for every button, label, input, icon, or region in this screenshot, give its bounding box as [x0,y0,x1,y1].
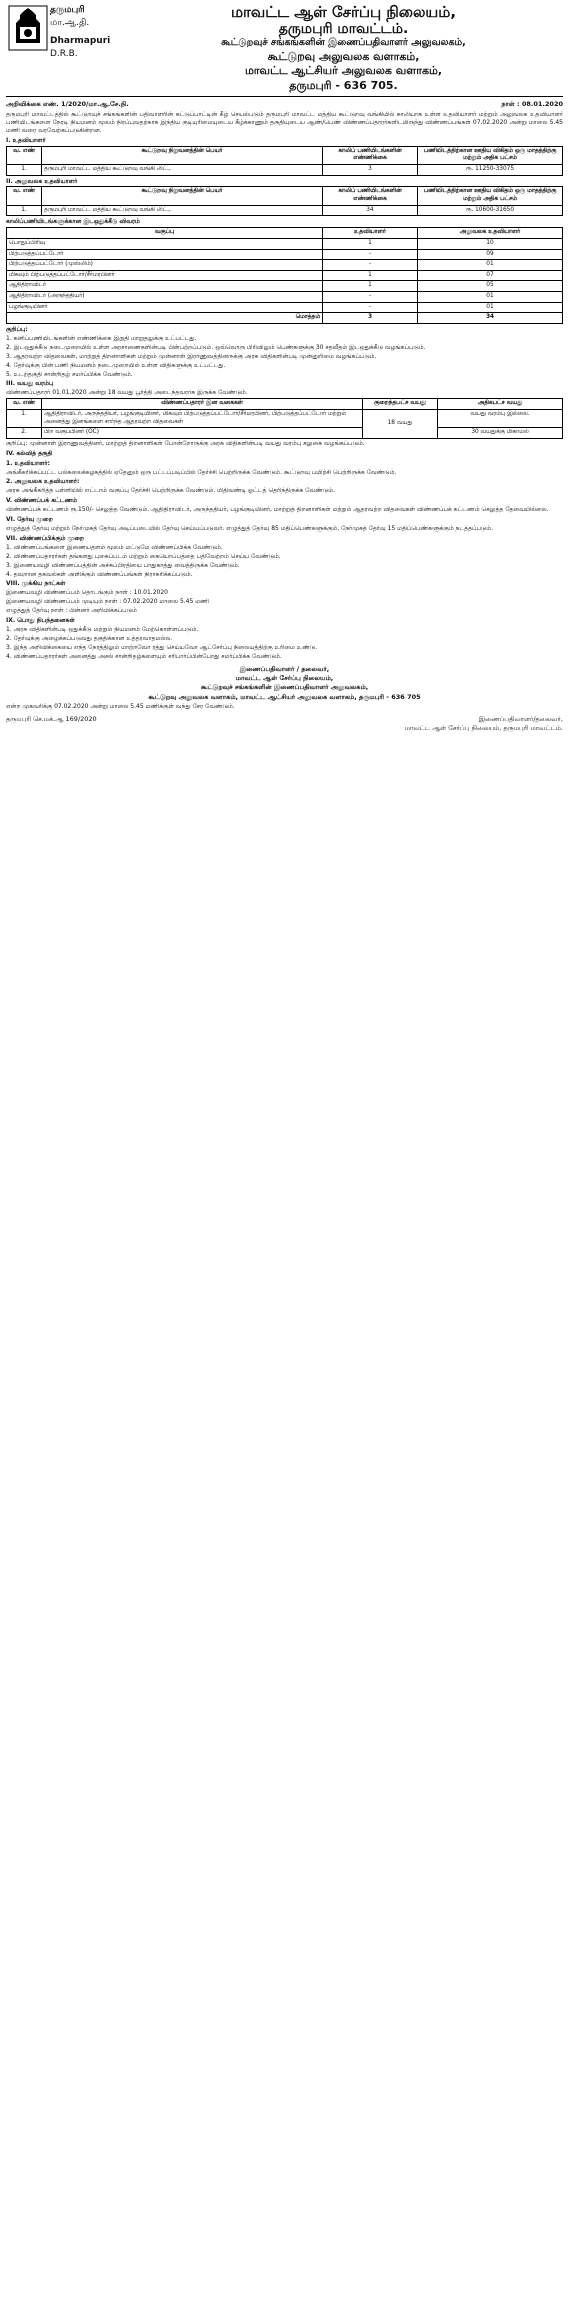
cell: ஆதிதிராவிடர் [7,281,323,292]
th-sno: வ. எண் [7,399,42,410]
cell: 1 [323,281,418,292]
list-item: 3. ஆதரவற்ற விதவைகள், மாற்றுத் திறனாளிகள் மற்றும் முன்னாள் இராணுவத்தினருக்கு அரசு விதிகளின்படி முன்னுரிமை வழங்கப்படும். [6,352,377,360]
th-society: கூட்டுறவு நிறுவனத்தின் பெயர் [42,187,323,205]
apply-title: VII. விண்ணப்பிக்கும் முறை [6,534,84,542]
cell: 18 வயது [363,409,438,438]
cell: மிகவும் பிற்படுத்தப்பட்டோர்/சீர்மரபினர் [7,270,323,281]
cell: 1. [7,164,42,175]
header [6,4,563,97]
section-1-title: I. உதவியாளர் [6,136,46,144]
notification-number: அறிவிக்கை எண். 1/2020/மா.ஆ.சே.நி. [6,100,129,109]
cell: 1 [323,238,418,249]
list-item: 2. விண்ணப்பதாரர்கள் தங்களது புகைப்படம் மற்றும் கையொப்பத்தை பதிவேற்றம் செய்ய வேண்டும். [6,552,281,560]
qualification-1-text: அங்கீகரிக்கப்பட்ட பல்கலைக்கழகத்தில் ஏதேனும் ஒரு பட்டப்படிப்பில் தேர்ச்சி பெற்றிருக்க வேண்டும். கூட்டுறவு பயிற்சி பெற்றிருக்க வேண்டும். [6,468,397,476]
address-line: மாவட்ட ஆள் சேர்ப்பு நிலையம், [235,674,334,683]
list-item: 3. இந்த அறிவிக்கையை எந்த நேரத்திலும் மாற்றவோ ரத்து செய்யவோ ஆட்சேர்ப்பு நிலையத்திற்கு உரிமை உண்டு. [6,643,318,651]
cell: - [323,302,418,313]
cell: பிற வகுப்பினர் (OC) [42,428,363,439]
cell: ஆதிதிராவிடர், அருந்ததியர், பழங்குடியினர், மிகவும் பிற்படுத்தப்பட்டோர்/சீர்மரபினர், பிற்படுத்தப்பட்டோர் மற்றும் அனைத்து இனங்களை சார்ந்த ஆதரவற்ற விதவைகள் [42,409,363,427]
signatory: இணைப்பதிவாளர்/தலைவர், மாவட்ட ஆள் சேர்ப்பு நிலையம், தருமபுரி மாவட்டம். [404,715,563,732]
list-item: 1. அரசு விதிகளின்படி ஒதுக்கீடு மற்றும் நியமனம் மேற்கொள்ளப்படும். [6,625,199,633]
table-row [7,238,563,249]
cell: ரூ. 11250-33075 [418,164,563,175]
office-sub-3: மாவட்ட ஆட்சியர் அலுவலக வளாகம், [244,64,443,78]
th-sno: வ. எண் [7,146,42,164]
list-item: 1. விண்ணப்பங்களை இணையதளம் மூலம் மட்டுமே விண்ணப்பிக்க வேண்டும். [6,543,223,551]
cell: 09 [418,249,563,260]
address-line: கூட்டுறவு அலுவலக வளாகம், மாவட்ட ஆட்சியர் அலுவலக வளாகம், தருமபுரி - 636 705 [148,692,421,701]
age-table [6,398,563,439]
cell: - [323,292,418,303]
state-emblem-icon [6,4,50,52]
general-list [6,626,563,661]
address-line: கூட்டுறவுச் சங்கங்களின் இணைப்பதிவாளர் அலுவலகம், [200,683,369,692]
notification-date: நாள் : 08.01.2020 [501,100,563,109]
office-sub-4: தருமபுரி - 636 705. [289,78,398,92]
table-row [7,205,563,216]
th-pay: பணியிடத்திற்கான ஊதிய விகிதம் ஒரு மாதத்திற்கு மற்றும் அதிக பட்சம் [418,146,563,164]
reservation-title: காலிப்பணியிடங்களுக்கான இடஒதுக்கீடு விவரம் [6,218,140,226]
cell: 30 வயதுக்கு மிகாமல் [438,428,563,439]
cell: ரூ. 10600-31650 [418,205,563,216]
cell: 01 [418,302,563,313]
list-item: இணையவழி விண்ணப்பம் முடியும் நாள் : 07.02.2020 மாலை 5.45 மணி [6,598,209,606]
closing-text: என்ற முகவரிக்கு 07.02.2020 அன்று மாலை 5.45 மணிக்குள் வந்து சேர வேண்டும். [6,703,235,711]
left-title-en: Dharmapuri [50,36,111,47]
th-pay: பணியிடத்திற்கான ஊதிய விகிதம் ஒரு மாதத்திற்கு மற்றும் அதிக பட்சம் [418,187,563,205]
qualification-1-title: 1. உதவியாளர்: [6,459,50,467]
reference-line [6,100,563,109]
header-left [6,4,124,60]
footer [6,715,563,732]
notice-page [6,4,563,2295]
section-2-title: II. அலுவலக உதவியாளர் [6,177,78,185]
list-item: 1. கனிப்பணியிடங்களின் எண்ணிக்கை இறுதி மாறுதலுக்கு உட்பட்டது. [6,334,197,342]
press-release-number: தருமபுரி செ.மக்.ஆ 169/2020 [6,715,97,724]
cell: 07 [418,270,563,281]
table-row [7,292,563,303]
cell: - [323,260,418,271]
table-row [7,249,563,260]
table-row [7,409,563,427]
qualification-2-text: அரசு அங்கீகரித்த பள்ளியில் எட்டாம் வகுப்பு தேர்ச்சி பெற்றிருக்க வேண்டும். மிதிவண்டி ஓட்டத் தெரிந்திருக்க வேண்டும். [6,487,335,495]
apply-list [6,544,563,579]
notes-title: குறிப்பு: [6,326,28,334]
list-item: இணையவழி விண்ணப்பம் தொடங்கும் நாள் : 10.01.2020 [6,589,168,597]
eligibility-title: III. வயது வரம்பு [6,380,54,388]
dates-title: VIII. முக்கிய நாட்கள் [6,580,66,588]
intro-paragraph: தருமபுரி மாவட்டத்தில் கூட்டுறவுச் சங்கங்களின் பதிவாளரின் கட்டுப்பாட்டின் கீழ் செயல்படும் தருமபுரி மாவட்ட மத்திய கூட்டுறவு வங்கியில் காலியாக உள்ள உதவியாளர் மற்றும் அலுவலக உதவியாளர் பணியிடங்களை நேரடி நியமனம் மூலம் நிரப்புவதற்காக இந்திய குடியுரிமையுடைய கீழ்க்காணும் தகுதியுடைய ஆண்/பெண் விண்ணப்பதாரர்களிடமிருந்து விண்ணப்பங்கள் 07.02.2020 அன்று மாலை 5.45 மணி வரை வரவேற்கப்படுகின்றன. [6,111,563,134]
list-item: 4. விண்ணப்பதாரர்கள் அனைத்து அசல் சான்றிதழ்களையும் சரிபார்ப்பின்போது சமர்ப்பிக்க வேண்டும். [6,652,282,660]
table-row [7,260,563,271]
cell: பிற்படுத்தப்பட்டோர் (முஸ்லிம்) [7,260,323,271]
cell: தருமபுரி மாவட்ட மத்திய கூட்டுறவு வங்கி லிட்., [42,164,323,175]
fee-title: V. விண்ணப்பக் கட்டணம் [6,497,78,505]
table-row [7,270,563,281]
cell: 34 [323,205,418,216]
notes-list [6,335,563,379]
cell: 34 [418,313,563,324]
age-note: குறிப்பு: முன்னாள் இராணுவத்தினர், மாற்றுத் திறனாளிகள் போன்றோருக்கு அரசு விதிகளின்படி வயது வரம்பு சலுகை வழங்கப்படும். [6,439,365,447]
table-row [7,281,563,292]
th-office-assistant: அலுவலக உதவியாளர் [418,228,563,239]
office-sub-1: கூட்டுறவுச் சங்கங்களின் இணைப்பதிவாளர் அலுவலகம், [221,37,466,49]
dates-list [6,589,563,615]
total-row [7,313,563,324]
cell: தருமபுரி மாவட்ட மத்திய கூட்டுறவு வங்கி லிட்., [42,205,323,216]
list-item: 5. உடற்தகுதி சான்றிதழ் சமர்ப்பிக்க வேண்டும். [6,370,133,378]
th-community: வகுப்பு [7,228,323,239]
cell: 1. [7,205,42,216]
table-assistant [6,146,563,176]
cell: 3 [323,164,418,175]
cell: 3 [323,313,418,324]
district-title: தருமபுரி மாவட்டம். [278,21,409,38]
cell: பழங்குடியினர் [7,302,323,313]
table-row [7,302,563,313]
general-title: IX. பொது நிபந்தனைகள் [6,617,75,625]
left-title-tamil: தருமபுரி [50,5,85,15]
selection-text: எழுத்துத் தேர்வு மற்றும் நேர்முகத் தேர்வு அடிப்படையில் தேர்வு செய்யப்படுவர். எழுத்துத் தேர்வு 85 மதிப்பெண்களுக்கும், நேர்முகத் தேர்வு 15 மதிப்பெண்களுக்கும் நடத்தப்படும். [6,525,494,533]
th-society: கூட்டுறவு நிறுவனத்தின் பெயர் [42,146,323,164]
qualification-title: IV. கல்வித் தகுதி [6,449,53,457]
th-vacancies: காலிப் பணியிடங்களின் எண்ணிக்கை [323,146,418,164]
th-assistant: உதவியாளர் [323,228,418,239]
th-min-age: குறைந்தபட்ச வயது [363,399,438,410]
header-center [124,4,563,93]
address-line: இணைப்பதிவாளர் / தலைவர், [239,664,330,673]
cell: வயது வரம்பு இல்லை. [438,409,563,427]
table-office-assistant [6,186,563,216]
fee-text: விண்ணப்பக் கட்டணம் ரூ.150/- செலுத்த வேண்டும். ஆதிதிராவிடர், அருந்ததியர், பழங்குடியினர், மாற்றுத் திறனாளிகள் மற்றும் ஆதரவற்ற விதவைகள் விண்ணப்பக் கட்டணம் செலுத்த தேவையில்லை. [6,506,549,514]
th-category: விண்ணப்பதாரர் இன வகைகள் [42,399,363,410]
cell: பிற்படுத்தப்பட்டோர் [7,249,323,260]
cell: மொத்தம் [7,313,323,324]
cell: ஆதிதிராவிடர் (அருந்ததியர்) [7,292,323,303]
list-item: 4. தேர்வுக்கு பின் பணி நியமனம் நடைமுறையில் உள்ள விதிகளுக்கு உட்பட்டது. [6,361,226,369]
cell: 10 [418,238,563,249]
reservation-table [6,227,563,324]
footer-address [6,665,563,703]
table-row [7,428,563,439]
office-title: மாவட்ட ஆள் சேர்ப்பு நிலையம், [230,4,457,21]
cell: 1 [323,270,418,281]
cell: பொதுப்பிரிவு [7,238,323,249]
table-row [7,164,563,175]
list-item: 2. தேர்வுக்கு அழைக்கப்படுவது தகுதிக்கான உத்தரவாதமல்ல. [6,634,173,642]
list-item: 4. தவறான தகவல்கள் அளிக்கும் விண்ணப்பங்கள் நிராகரிக்கப்படும். [6,570,193,578]
list-item: 3. இணையவழி விண்ணப்பத்தின் அச்சுப்பிரதியை பாதுகாத்து வைத்திருக்க வேண்டும். [6,561,240,569]
th-sno: வ. எண் [7,187,42,205]
cell: 01 [418,292,563,303]
left-subtitle-en: D.R.B. [50,48,78,59]
selection-title: VI. தேர்வு முறை [6,516,53,524]
cell: - [323,249,418,260]
list-item: எழுத்துத் தேர்வு நாள் : பின்னர் அறிவிக்கப்படும் [6,607,137,615]
list-item: 2. இடஒதுக்கீடு நடைமுறையில் உள்ள அரசாணைகளின்படி பின்பற்றப்படும். ஒவ்வொரு பிரிவிலும் பெண்களுக்கு 30 சதவீதம் இடஒதுக்கீடு வழங்கப்படும். [6,343,426,351]
cell: 1. [7,409,42,427]
left-subtitle-tamil: மா.ஆ.தி. [50,17,90,28]
qualification-2-title: 2. அலுவலக உதவியாளர்: [6,478,80,486]
th-vacancies: காலிப் பணியிடங்களின் எண்ணிக்கை [323,187,418,205]
eligibility-text: விண்ணப்பதாரர் 01.01.2020 அன்று 18 வயது பூர்த்தி அடைந்தவராக இருக்க வேண்டும். [6,389,248,397]
th-max-age: அதிகபட்ச வயது [438,399,563,410]
office-sub-2: கூட்டுறவு அலுவலக வளாகம், [267,49,420,63]
cell: 01 [418,260,563,271]
cell: 2. [7,428,42,439]
cell: 05 [418,281,563,292]
